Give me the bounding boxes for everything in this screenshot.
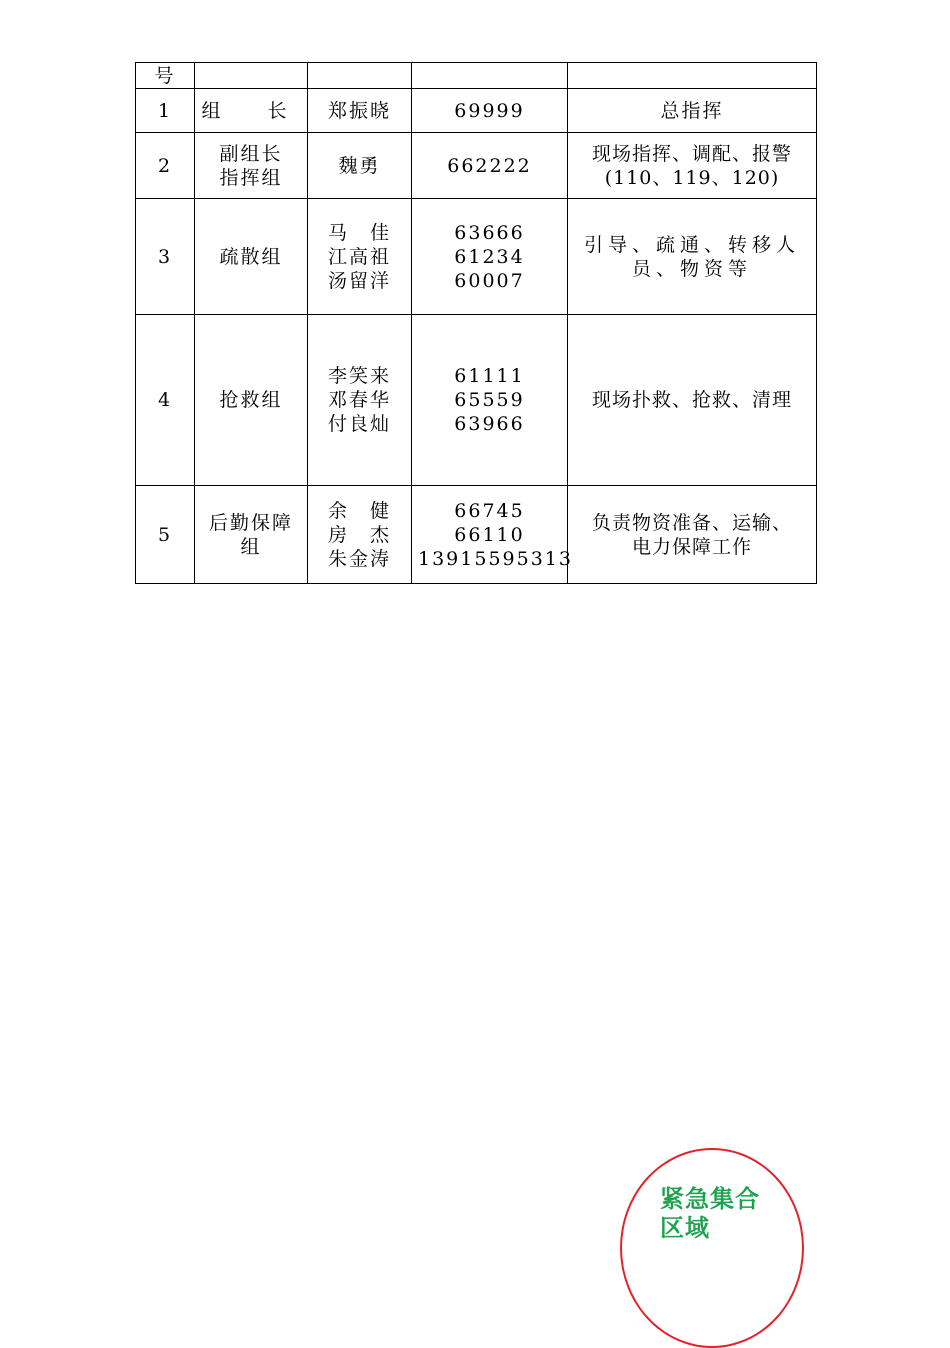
row-duty: 负责物资准备、运输、 电力保障工作: [568, 486, 817, 584]
row-members: 马 佳 江高祖 汤留洋: [308, 199, 412, 315]
row-members: 郑振晓: [308, 89, 412, 133]
table-row: [136, 89, 817, 133]
row-no: 3: [136, 199, 195, 315]
row-phones: 61111 65559 63966: [412, 315, 568, 486]
assembly-area-label-line1: 紧急集合: [660, 1185, 760, 1213]
row-no: 4: [136, 315, 195, 486]
table-row: [136, 315, 817, 486]
assembly-area-label-line2: 区域: [660, 1214, 710, 1242]
row-group: 副组长 指挥组: [195, 133, 308, 199]
row-no: 1: [136, 89, 195, 133]
row-members: 李笑来 邓春华 付良灿: [308, 315, 412, 486]
header-duty: [568, 63, 817, 89]
row-duty: 现场扑救、抢救、清理: [568, 315, 817, 486]
row-members: 余 健 房 杰 朱金涛: [308, 486, 412, 584]
row-phones: 66745 66110 13915595313: [412, 486, 568, 584]
row-group: 疏散组: [195, 199, 308, 315]
row-phones: 69999: [412, 89, 568, 133]
row-phones: 662222: [412, 133, 568, 199]
table-row: [136, 133, 817, 199]
row-no: 5: [136, 486, 195, 584]
row-phones: 63666 61234 60007: [412, 199, 568, 315]
row-group: 抢救组: [195, 315, 308, 486]
row-no: 2: [136, 133, 195, 199]
table-header-row: [136, 63, 817, 89]
header-phones: [412, 63, 568, 89]
assembly-area-circle: [620, 1148, 804, 1348]
row-duty: 总指挥: [568, 89, 817, 133]
header-no: 号: [136, 63, 195, 89]
row-group: 后勤保障 组: [195, 486, 308, 584]
header-members: [308, 63, 412, 89]
row-group: 组 长: [195, 89, 308, 133]
emergency-roster-table: [135, 62, 817, 584]
table-row: [136, 199, 817, 315]
row-duty: 引导、疏通、转移人 员、物资等: [568, 199, 817, 315]
table-row: [136, 486, 817, 584]
assembly-area-label: [660, 1185, 780, 1243]
row-members: 魏勇: [308, 133, 412, 199]
row-duty: 现场指挥、调配、报警 (110、119、120): [568, 133, 817, 199]
header-group: [195, 63, 308, 89]
